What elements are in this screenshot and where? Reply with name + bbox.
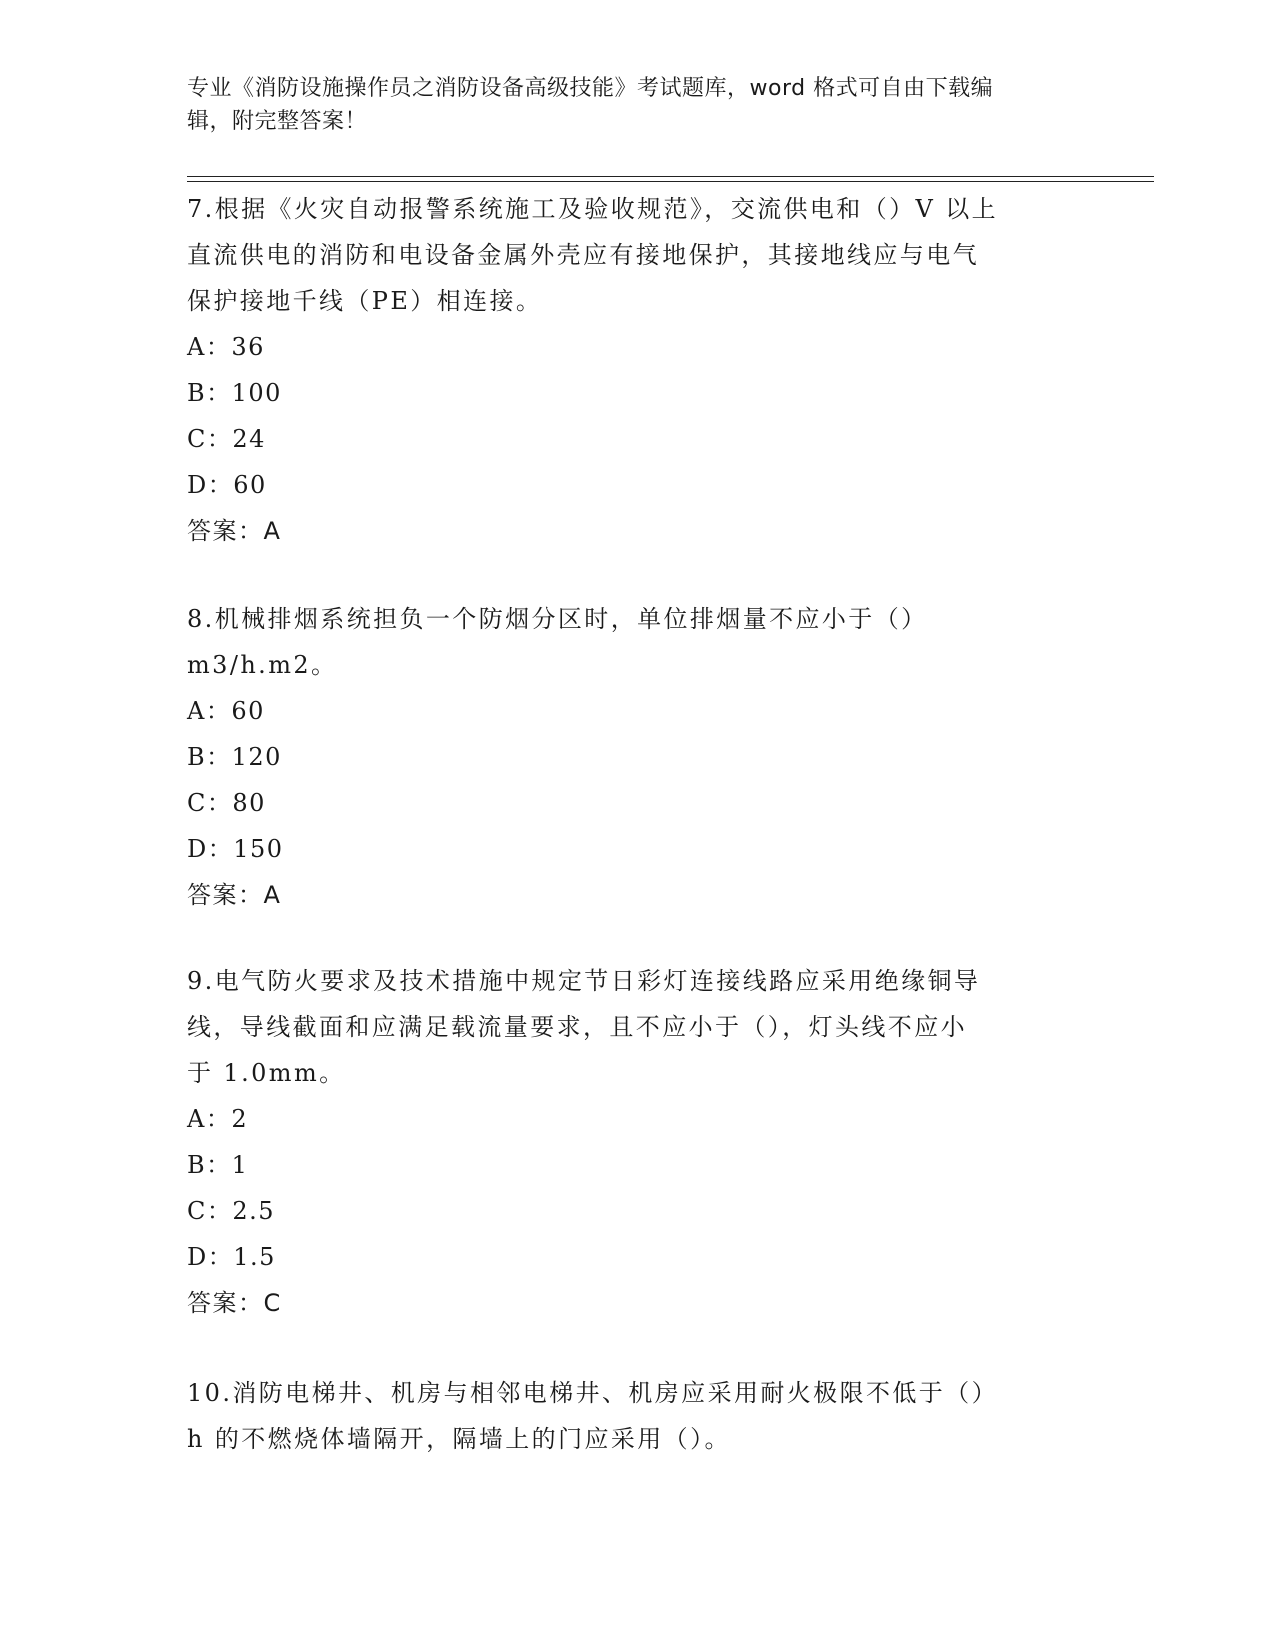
option-d: D：60 (187, 471, 267, 499)
option-a: A：36 (187, 333, 265, 361)
question-7 (187, 186, 1087, 554)
question-stem-line: 保护接地千线（PE）相连接。 (187, 287, 543, 315)
question-stem-line: 10.消防电梯井、机房与相邻电梯井、机房应采用耐火极限不低于（） (187, 1379, 998, 1407)
document-header (187, 72, 1067, 138)
question-stem-line: 9.电气防火要求及技术措施中规定节日彩灯连接线路应采用绝缘铜导 (187, 967, 981, 995)
question-stem-line: m3/h.m2。 (187, 651, 338, 679)
option-c: C：2.5 (187, 1197, 276, 1225)
option-c: C：24 (187, 425, 266, 453)
question-stem-line: 于 1.0mm。 (187, 1059, 346, 1087)
question-10 (187, 1370, 1087, 1462)
question-9 (187, 958, 1087, 1326)
header-line-1: 专业《消防设施操作员之消防设备高级技能》考试题库，word 格式可自由下载编 (187, 76, 994, 101)
option-d: D：1.5 (187, 1243, 276, 1271)
option-a: A：60 (187, 697, 265, 725)
option-b: B：1 (187, 1151, 249, 1179)
header-divider-top (187, 176, 1154, 177)
question-stem-line: 线，导线截面和应满足载流量要求，且不应小于（），灯头线不应小 (187, 1013, 967, 1041)
header-line-2: 辑，附完整答案！ (187, 109, 368, 134)
option-d: D：150 (187, 835, 284, 863)
question-stem-line: 8.机械排烟系统担负一个防烟分区时，单位排烟量不应小于（） (187, 605, 928, 633)
option-b: B：120 (187, 743, 282, 771)
question-stem-line: 7.根据《火灾自动报警系统施工及验收规范》，交流供电和（）V 以上 (187, 195, 999, 223)
answer: 答案：C (187, 1289, 282, 1317)
question-stem-line: h 的不燃烧体墙隔开，隔墙上的门应采用（）。 (187, 1425, 731, 1453)
option-b: B：100 (187, 379, 282, 407)
answer: 答案：A (187, 517, 282, 545)
option-c: C：80 (187, 789, 266, 817)
question-8 (187, 596, 1087, 918)
header-divider-bottom (187, 181, 1154, 182)
question-stem-line: 直流供电的消防和电设备金属外壳应有接地保护，其接地线应与电气 (187, 241, 979, 269)
answer: 答案：A (187, 881, 282, 909)
option-a: A：2 (187, 1105, 249, 1133)
